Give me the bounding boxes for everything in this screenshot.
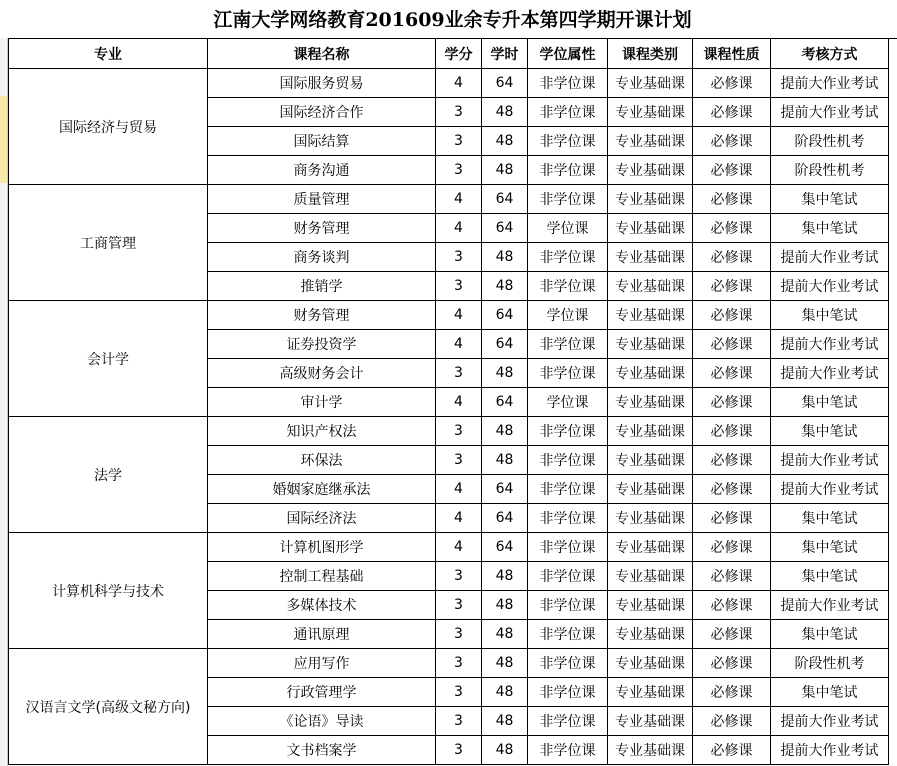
course-category-cell[interactable]: 专业基础课 <box>608 504 693 533</box>
credits-cell[interactable]: 3 <box>436 127 482 156</box>
course-name-cell[interactable]: 多媒体技术 <box>208 591 436 620</box>
course-name-cell[interactable]: 国际经济法 <box>208 504 436 533</box>
course-name-cell[interactable]: 高级财务会计 <box>208 359 436 388</box>
degree-attribute-cell[interactable]: 非学位课 <box>528 475 608 504</box>
credits-cell[interactable]: 4 <box>436 214 482 243</box>
hours-cell[interactable]: 48 <box>482 707 528 736</box>
header-course-name[interactable]: 课程名称 <box>208 39 436 69</box>
course-nature-cell[interactable]: 必修课 <box>693 736 771 765</box>
table-row <box>9 69 889 98</box>
degree-attribute-cell[interactable]: 非学位课 <box>528 185 608 214</box>
course-category-cell[interactable]: 专业基础课 <box>608 272 693 301</box>
degree-attribute-cell[interactable]: 非学位课 <box>528 69 608 98</box>
course-category-cell[interactable]: 专业基础课 <box>608 707 693 736</box>
course-nature-cell[interactable]: 必修课 <box>693 533 771 562</box>
course-name-cell[interactable]: 通讯原理 <box>208 620 436 649</box>
course-nature-cell[interactable]: 必修课 <box>693 649 771 678</box>
course-name-cell[interactable]: 商务沟通 <box>208 156 436 185</box>
hours-cell[interactable]: 48 <box>482 591 528 620</box>
course-category-cell[interactable]: 专业基础课 <box>608 649 693 678</box>
table-body <box>9 69 889 765</box>
course-name-cell[interactable]: 婚姻家庭继承法 <box>208 475 436 504</box>
course-name-cell[interactable]: 审计学 <box>208 388 436 417</box>
major-cell[interactable]: 国际经济与贸易 <box>9 69 208 185</box>
degree-attribute-cell[interactable]: 非学位课 <box>528 243 608 272</box>
degree-attribute-cell[interactable]: 非学位课 <box>528 591 608 620</box>
credits-cell[interactable]: 3 <box>436 620 482 649</box>
course-category-cell[interactable]: 专业基础课 <box>608 185 693 214</box>
course-category-cell[interactable]: 专业基础课 <box>608 446 693 475</box>
credits-cell[interactable]: 4 <box>436 330 482 359</box>
hours-cell[interactable]: 48 <box>482 156 528 185</box>
header-major[interactable]: 专业 <box>9 39 208 69</box>
assessment-method-cell[interactable]: 提前大作业考试 <box>771 446 889 475</box>
course-name-cell[interactable]: 知识产权法 <box>208 417 436 446</box>
assessment-method-cell[interactable]: 集中笔试 <box>771 562 889 591</box>
assessment-method-cell[interactable]: 提前大作业考试 <box>771 359 889 388</box>
course-name-cell[interactable]: 国际经济合作 <box>208 98 436 127</box>
assessment-method-cell[interactable]: 集中笔试 <box>771 504 889 533</box>
assessment-method-cell[interactable]: 集中笔试 <box>771 620 889 649</box>
assessment-method-cell[interactable]: 提前大作业考试 <box>771 707 889 736</box>
course-category-cell[interactable]: 专业基础课 <box>608 127 693 156</box>
credits-cell[interactable]: 4 <box>436 533 482 562</box>
degree-attribute-cell[interactable]: 非学位课 <box>528 98 608 127</box>
course-category-cell[interactable]: 专业基础课 <box>608 620 693 649</box>
assessment-method-cell[interactable]: 提前大作业考试 <box>771 475 889 504</box>
course-category-cell[interactable]: 专业基础课 <box>608 591 693 620</box>
course-nature-cell[interactable]: 必修课 <box>693 417 771 446</box>
course-category-cell[interactable]: 专业基础课 <box>608 98 693 127</box>
course-nature-cell[interactable]: 必修课 <box>693 127 771 156</box>
degree-attribute-cell[interactable]: 非学位课 <box>528 736 608 765</box>
degree-attribute-cell[interactable]: 学位课 <box>528 388 608 417</box>
course-name-cell[interactable]: 财务管理 <box>208 301 436 330</box>
header-course-category[interactable]: 课程类别 <box>608 39 693 69</box>
hours-cell[interactable]: 48 <box>482 678 528 707</box>
course-category-cell[interactable]: 专业基础课 <box>608 301 693 330</box>
assessment-method-cell[interactable]: 集中笔试 <box>771 417 889 446</box>
hours-cell[interactable]: 64 <box>482 330 528 359</box>
degree-attribute-cell[interactable]: 非学位课 <box>528 359 608 388</box>
assessment-method-cell[interactable]: 提前大作业考试 <box>771 736 889 765</box>
assessment-method-cell[interactable]: 集中笔试 <box>771 678 889 707</box>
credits-cell[interactable]: 3 <box>436 591 482 620</box>
course-name-cell[interactable]: 推销学 <box>208 272 436 301</box>
course-nature-cell[interactable]: 必修课 <box>693 504 771 533</box>
table-row <box>9 185 889 214</box>
hours-cell[interactable]: 48 <box>482 417 528 446</box>
course-name-cell[interactable]: 行政管理学 <box>208 678 436 707</box>
degree-attribute-cell[interactable]: 非学位课 <box>528 620 608 649</box>
hours-cell[interactable]: 64 <box>482 69 528 98</box>
degree-attribute-cell[interactable]: 非学位课 <box>528 504 608 533</box>
header-credits[interactable]: 学分 <box>436 39 482 69</box>
degree-attribute-cell[interactable]: 非学位课 <box>528 446 608 475</box>
degree-attribute-cell[interactable]: 非学位课 <box>528 562 608 591</box>
credits-cell[interactable]: 3 <box>436 272 482 301</box>
course-name-cell[interactable]: 环保法 <box>208 446 436 475</box>
credits-cell[interactable]: 3 <box>436 649 482 678</box>
hours-cell[interactable]: 48 <box>482 127 528 156</box>
hours-cell[interactable]: 64 <box>482 475 528 504</box>
course-name-cell[interactable]: 文书档案学 <box>208 736 436 765</box>
assessment-method-cell[interactable]: 提前大作业考试 <box>771 69 889 98</box>
header-hours[interactable]: 学时 <box>482 39 528 69</box>
credits-cell[interactable]: 3 <box>436 678 482 707</box>
course-category-cell[interactable]: 专业基础课 <box>608 533 693 562</box>
assessment-method-cell[interactable]: 提前大作业考试 <box>771 98 889 127</box>
credits-cell[interactable]: 3 <box>436 736 482 765</box>
table-row <box>9 301 889 330</box>
course-nature-cell[interactable]: 必修课 <box>693 562 771 591</box>
major-cell[interactable]: 法学 <box>9 417 208 533</box>
degree-attribute-cell[interactable]: 非学位课 <box>528 417 608 446</box>
course-category-cell[interactable]: 专业基础课 <box>608 156 693 185</box>
course-name-cell[interactable]: 国际服务贸易 <box>208 69 436 98</box>
degree-attribute-cell[interactable]: 非学位课 <box>528 707 608 736</box>
course-name-cell[interactable]: 《论语》导读 <box>208 707 436 736</box>
assessment-method-cell[interactable]: 提前大作业考试 <box>771 330 889 359</box>
course-nature-cell[interactable]: 必修课 <box>693 156 771 185</box>
header-course-nature[interactable]: 课程性质 <box>693 39 771 69</box>
assessment-method-cell[interactable]: 集中笔试 <box>771 533 889 562</box>
credits-cell[interactable]: 4 <box>436 185 482 214</box>
hours-cell[interactable]: 48 <box>482 736 528 765</box>
major-cell[interactable]: 计算机科学与技术 <box>9 533 208 649</box>
course-nature-cell[interactable]: 必修课 <box>693 243 771 272</box>
credits-cell[interactable]: 4 <box>436 504 482 533</box>
credits-cell[interactable]: 4 <box>436 69 482 98</box>
course-category-cell[interactable]: 专业基础课 <box>608 388 693 417</box>
major-cell[interactable]: 会计学 <box>9 301 208 417</box>
hours-cell[interactable]: 48 <box>482 359 528 388</box>
major-cell[interactable]: 工商管理 <box>9 185 208 301</box>
hours-cell[interactable]: 64 <box>482 185 528 214</box>
course-category-cell[interactable]: 专业基础课 <box>608 330 693 359</box>
course-nature-cell[interactable]: 必修课 <box>693 388 771 417</box>
course-name-cell[interactable]: 计算机图形学 <box>208 533 436 562</box>
hours-cell[interactable]: 64 <box>482 214 528 243</box>
course-nature-cell[interactable]: 必修课 <box>693 214 771 243</box>
header-row <box>9 39 889 69</box>
course-name-cell[interactable]: 商务谈判 <box>208 243 436 272</box>
course-category-cell[interactable]: 专业基础课 <box>608 214 693 243</box>
course-nature-cell[interactable]: 必修课 <box>693 69 771 98</box>
hours-cell[interactable]: 64 <box>482 388 528 417</box>
degree-attribute-cell[interactable]: 学位课 <box>528 214 608 243</box>
row-selection-marker <box>0 96 7 183</box>
credits-cell[interactable]: 4 <box>436 388 482 417</box>
course-nature-cell[interactable]: 必修课 <box>693 707 771 736</box>
course-nature-cell[interactable]: 必修课 <box>693 446 771 475</box>
hours-cell[interactable]: 48 <box>482 98 528 127</box>
course-name-cell[interactable]: 应用写作 <box>208 649 436 678</box>
degree-attribute-cell[interactable]: 学位课 <box>528 301 608 330</box>
course-nature-cell[interactable]: 必修课 <box>693 591 771 620</box>
credits-cell[interactable]: 3 <box>436 243 482 272</box>
course-nature-cell[interactable]: 必修课 <box>693 185 771 214</box>
degree-attribute-cell[interactable]: 非学位课 <box>528 678 608 707</box>
credits-cell[interactable]: 3 <box>436 707 482 736</box>
course-category-cell[interactable]: 专业基础课 <box>608 243 693 272</box>
table-row <box>9 533 889 562</box>
degree-attribute-cell[interactable]: 非学位课 <box>528 533 608 562</box>
course-category-cell[interactable]: 专业基础课 <box>608 475 693 504</box>
hours-cell[interactable]: 64 <box>482 533 528 562</box>
course-category-cell[interactable]: 专业基础课 <box>608 417 693 446</box>
course-category-cell[interactable]: 专业基础课 <box>608 69 693 98</box>
table-row <box>9 649 889 678</box>
degree-attribute-cell[interactable]: 非学位课 <box>528 272 608 301</box>
credits-cell[interactable]: 4 <box>436 475 482 504</box>
course-nature-cell[interactable]: 必修课 <box>693 272 771 301</box>
credits-cell[interactable]: 3 <box>436 562 482 591</box>
degree-attribute-cell[interactable]: 非学位课 <box>528 156 608 185</box>
major-cell[interactable]: 汉语言文学(高级文秘方向) <box>9 649 208 765</box>
credits-cell[interactable]: 3 <box>436 359 482 388</box>
course-name-cell[interactable]: 财务管理 <box>208 214 436 243</box>
assessment-method-cell[interactable]: 集中笔试 <box>771 214 889 243</box>
course-nature-cell[interactable]: 必修课 <box>693 475 771 504</box>
assessment-method-cell[interactable]: 提前大作业考试 <box>771 243 889 272</box>
hours-cell[interactable]: 64 <box>482 504 528 533</box>
credits-cell[interactable]: 3 <box>436 98 482 127</box>
assessment-method-cell[interactable]: 阶段性机考 <box>771 127 889 156</box>
course-name-cell[interactable]: 国际结算 <box>208 127 436 156</box>
hours-cell[interactable]: 48 <box>482 446 528 475</box>
sheet-title[interactable]: 江南大学网络教育201609业余专升本第四学期开课计划 <box>8 0 897 39</box>
course-name-cell[interactable]: 质量管理 <box>208 185 436 214</box>
course-category-cell[interactable]: 专业基础课 <box>608 359 693 388</box>
course-nature-cell[interactable]: 必修课 <box>693 359 771 388</box>
table-row <box>9 417 889 446</box>
course-category-cell[interactable]: 专业基础课 <box>608 562 693 591</box>
hours-cell[interactable]: 48 <box>482 562 528 591</box>
course-name-cell[interactable]: 证券投资学 <box>208 330 436 359</box>
hours-cell[interactable]: 48 <box>482 649 528 678</box>
assessment-method-cell[interactable]: 集中笔试 <box>771 388 889 417</box>
course-category-cell[interactable]: 专业基础课 <box>608 678 693 707</box>
assessment-method-cell[interactable]: 阶段性机考 <box>771 156 889 185</box>
course-nature-cell[interactable]: 必修课 <box>693 678 771 707</box>
assessment-method-cell[interactable]: 集中笔试 <box>771 301 889 330</box>
credits-cell[interactable]: 3 <box>436 417 482 446</box>
hours-cell[interactable]: 48 <box>482 620 528 649</box>
course-nature-cell[interactable]: 必修课 <box>693 620 771 649</box>
hours-cell[interactable]: 48 <box>482 272 528 301</box>
degree-attribute-cell[interactable]: 非学位课 <box>528 330 608 359</box>
assessment-method-cell[interactable]: 集中笔试 <box>771 185 889 214</box>
credits-cell[interactable]: 4 <box>436 301 482 330</box>
degree-attribute-cell[interactable]: 非学位课 <box>528 649 608 678</box>
header-assessment-method[interactable]: 考核方式 <box>771 39 889 69</box>
credits-cell[interactable]: 3 <box>436 446 482 475</box>
course-name-cell[interactable]: 控制工程基础 <box>208 562 436 591</box>
hours-cell[interactable]: 48 <box>482 243 528 272</box>
assessment-method-cell[interactable]: 阶段性机考 <box>771 649 889 678</box>
course-plan-table <box>8 38 889 765</box>
header-degree-attribute[interactable]: 学位属性 <box>528 39 608 69</box>
course-nature-cell[interactable]: 必修课 <box>693 301 771 330</box>
course-nature-cell[interactable]: 必修课 <box>693 98 771 127</box>
credits-cell[interactable]: 3 <box>436 156 482 185</box>
hours-cell[interactable]: 64 <box>482 301 528 330</box>
course-nature-cell[interactable]: 必修课 <box>693 330 771 359</box>
assessment-method-cell[interactable]: 提前大作业考试 <box>771 272 889 301</box>
course-category-cell[interactable]: 专业基础课 <box>608 736 693 765</box>
degree-attribute-cell[interactable]: 非学位课 <box>528 127 608 156</box>
assessment-method-cell[interactable]: 提前大作业考试 <box>771 591 889 620</box>
